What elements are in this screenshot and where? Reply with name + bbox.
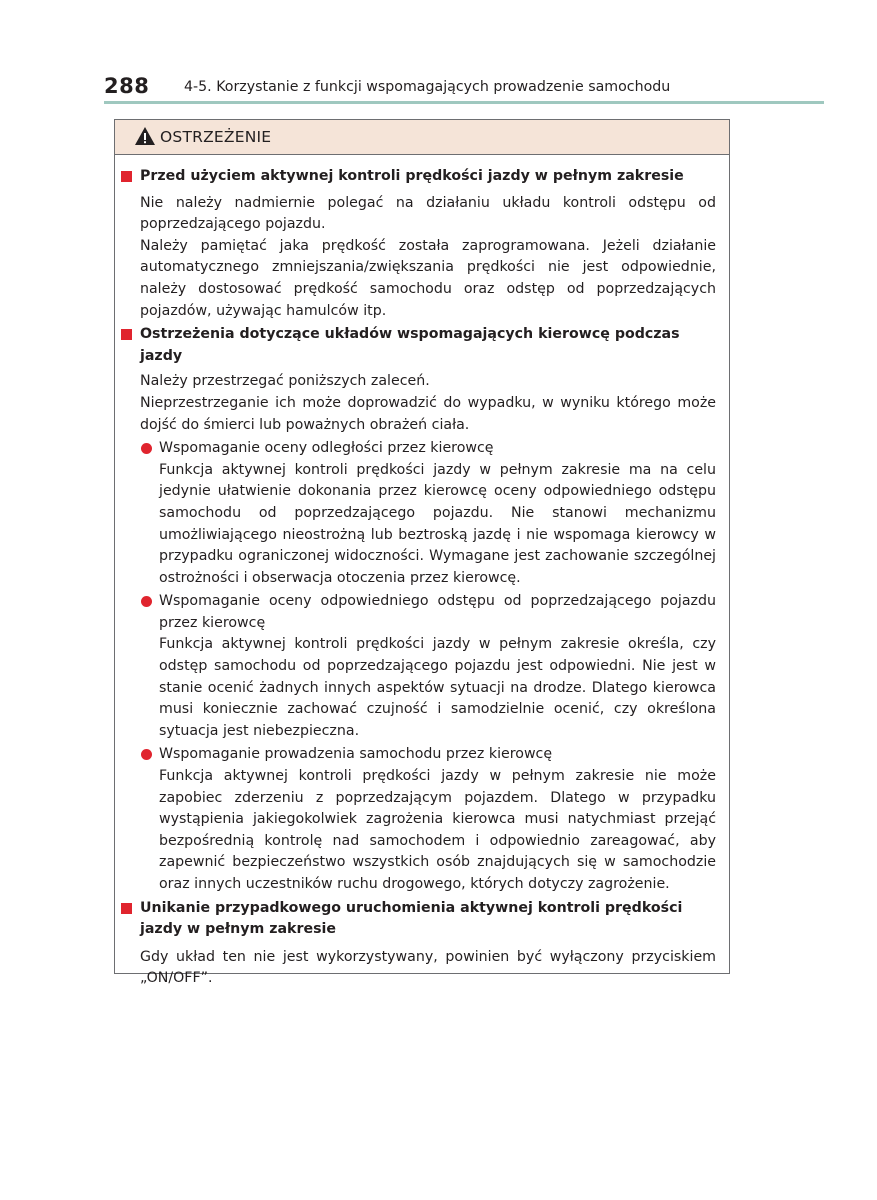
bullet-text: Funkcja aktywnej kontroli prędkości jazdy w pełnym zakresie określa, czy odstęp samochodu od poprzedzającego pojazdu jest odpowiedni. Nie jest w stanie ocenić żadnych innych aspektów sytuacji na drodze. Dlatego kierowca musi koniecznie zachować czujność i samodzielnie ocenić, czy określona sytuacja jest niebezpieczna. [159,636,716,739]
page-header [0,0,877,108]
bullet-title: Wspomaganie oceny odpowiedniego odstępu od poprzedzającego pojazdu przez kierowcę [159,593,716,631]
paragraph: Należy przestrzegać poniższych zaleceń. [140,373,430,390]
warning-header [115,120,729,155]
bullet-title: Wspomaganie prowadzenia samochodu przez kierowcę [159,746,553,763]
bullet-text: Funkcja aktywnej kontroli prędkości jazdy w pełnym zakresie ma na celu jedynie ułatwienie dokonania przez kierowcę oceny odpowiedniego odstępu samochodu od poprzedzającego pojazdu. Nie stanowi mechanizmu umożliwiającego nieostrożną lub beztroską jazdę i nie wspomaga kierowcy w przypadku ograniczonej widoczności. Wymagane jest zachowanie szczególnej ostrożności i obserwacja otoczenia przez kierowcę. [159,461,716,586]
paragraph: Nieprzestrzeganie ich może doprowadzić do wypadku, w wyniku którego może dojść do śmierci lub poważnych obrażeń ciała. [140,394,716,433]
paragraph: Należy pamiętać jaka prędkość została zaprogramowana. Jeżeli działanie automatycznego zmniejszania/zwiększania prędkości nie jest odpowiednie, należy dostosować prędkość samochodu oraz odstęp od poprzedzających pojazdów, używając hamulców itp. [140,237,716,319]
warning-box [114,119,730,987]
bullet-icon [141,749,152,760]
section-marker [121,329,132,340]
list-item [115,438,729,589]
paragraph: Nie należy nadmiernie polegać na działaniu układu kontroli odstępu od poprzedzającego pojazdu. [140,194,716,233]
warning-label: OSTRZEŻENIE [160,128,272,146]
bullet-icon [141,443,152,454]
warning-section [115,898,729,990]
bullet-icon [141,596,152,607]
warning-triangle-icon [134,126,156,146]
list-item [115,591,729,742]
warning-section [115,324,729,895]
section-marker [121,903,132,914]
section-heading: Przed użyciem aktywnej kontroli prędkości jazdy w pełnym zakresie [140,168,684,184]
bullet-title: Wspomaganie oceny odległości przez kierowcę [159,440,494,457]
warning-content [115,154,729,990]
section-heading: Unikanie przypadkowego uruchomienia aktywnej kontroli prędkości jazdy w pełnym zakresie [140,899,683,938]
page-number: 288 [104,74,150,98]
warning-section [115,166,729,322]
header-divider [104,101,824,104]
paragraph: Gdy układ ten nie jest wykorzystywany, powinien być wyłączony przyciskiem „ON/OFF”. [140,948,716,987]
section-heading: Ostrzeżenia dotyczące układów wspomagających kierowcę podczas jazdy [140,326,680,364]
section-marker [121,171,132,182]
section-title: 4-5. Korzystanie z funkcji wspomagających prowadzenie samochodu [184,79,671,95]
bullet-text: Funkcja aktywnej kontroli prędkości jazdy w pełnym zakresie nie może zapobiec zderzeniu z poprzedzającym pojazdem. Dlatego w przypadku wystąpienia jakiegokolwiek zagrożenia kierowca musi natychmiast przejąć bezpośrednią kontrolę nad samochodem i odpowiednio zareagować, aby zapewnić bezpieczeństwo wszystkich osób znajdujących się w samochodzie oraz innych uczestników ruchu drogowego, których dotyczy zagrożenie. [159,768,716,892]
list-item [115,744,729,895]
